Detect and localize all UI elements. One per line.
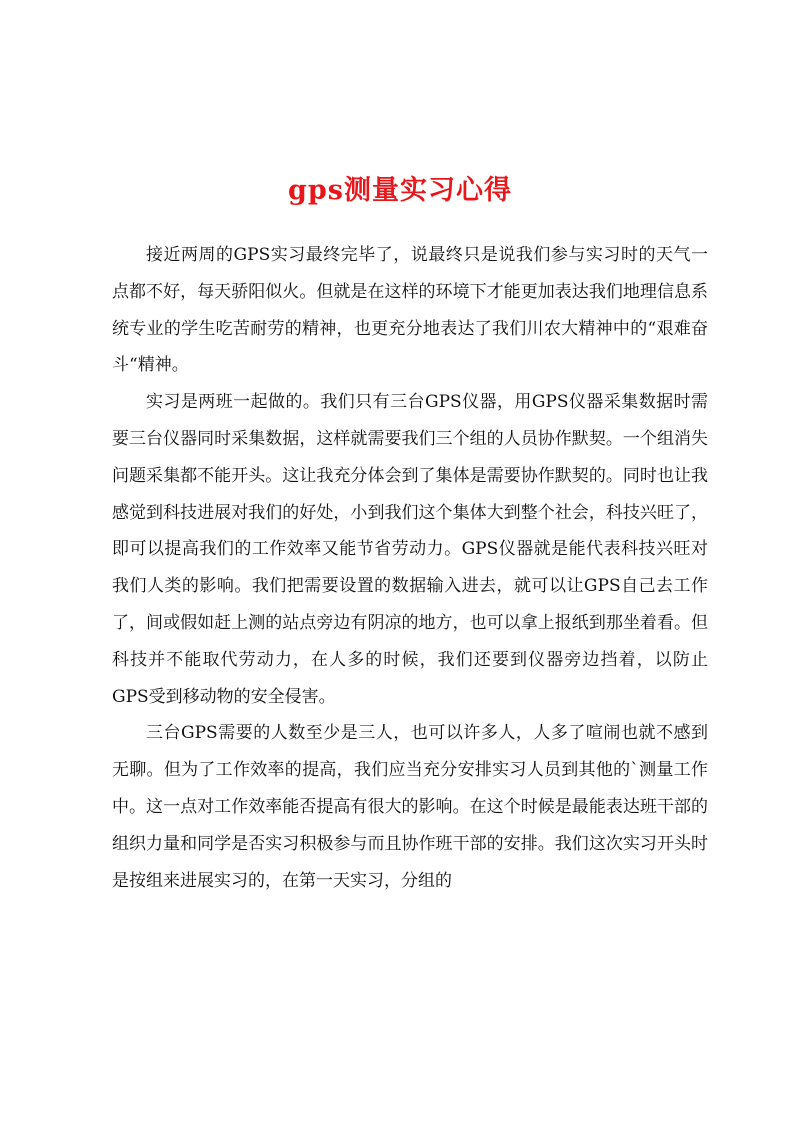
paragraph-3: 三台GPS需要的人数至少是三人，也可以许多人，人多了喧闹也就不感到无聊。但为了工作效率的提高，我们应当充分安排实习人员到其他的`测量工作中。这一点对工作效率能否提高有很大的影响。在这个时候是最能表达班干部的组织力量和同学是否实习积极参与而且协作班干部的安排。我们这次实习开头时是按组来进展实习的，在第一天实习，分组的 <box>112 723 708 891</box>
paragraph-2: 实习是两班一起做的。我们只有三台GPS仪器，用GPS仪器采集数据时需要三台仪器同时采集数据，这样就需要我们三个组的人员协作默契。一个组消失问题采集都不能开头。这让我充分体会到了集体是需要协作默契的。同时也让我感觉到科技进展对我们的好处，小到我们这个集体大到整个社会，科技兴旺了，即可以提高我们的工作效率又能节省劳动力。GPS仪器就是能代表科技兴旺对我们人类的影响。我们把需要设置的数据输入进去，就可以让GPS自己去工作了，间或假如赶上测的站点旁边有阴凉的地方，也可以拿上报纸到那坐着看。但科技并不能取代劳动力，在人多的时候，我们还要到仪器旁边挡着，以防止GPS受到移动物的安全侵害。 <box>112 392 708 707</box>
document-title: gps测量实习心得 <box>288 175 512 206</box>
paragraph-1: 接近两周的GPS实习最终完毕了，说最终只是说我们参与实习时的天气一点都不好，每天骄阳似火。但就是在这样的环境下才能更加表达我们地理信息系统专业的学生吃苦耐劳的精神，也更充分地表达了我们川农大精神中的“艰难奋斗“精神。 <box>112 245 708 376</box>
document-body <box>112 237 708 899</box>
